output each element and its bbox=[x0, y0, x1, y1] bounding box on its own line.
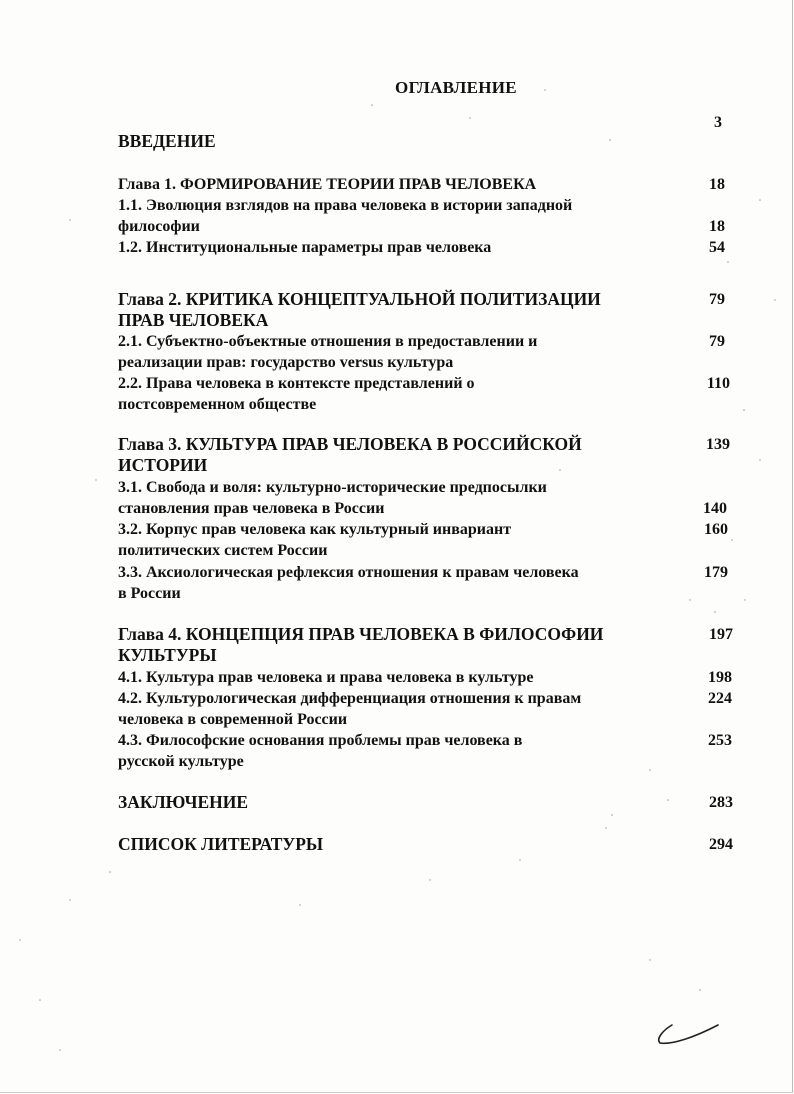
toc-section-1-1: 1.1. Эволюция взглядов на права человека в истории западной bbox=[118, 197, 573, 214]
toc-section-2-2: 2.2. Права человека в контексте представлений о bbox=[118, 375, 475, 392]
toc-section-3-1: 3.1. Свобода и воля: культурно-исторические предпосылки bbox=[118, 479, 547, 496]
toc-entry-conclusion: ЗАКЛЮЧЕНИЕ bbox=[118, 792, 249, 812]
toc-section-4-2-cont: человека в современной России bbox=[118, 711, 348, 728]
toc-section-4-3: 4.3. Философские основания проблемы прав человека в bbox=[118, 732, 523, 749]
toc-section-2-1: 2.1. Субъектно-объектные отношения в предоставлении и bbox=[118, 333, 538, 350]
toc-page-number: 3 bbox=[714, 114, 722, 131]
toc-section-3-2-cont: политических систем России bbox=[118, 542, 328, 559]
toc-page-number: 179 bbox=[704, 564, 728, 581]
toc-chapter-4-title: Глава 4. КОНЦЕПЦИЯ ПРАВ ЧЕЛОВЕКА В ФИЛОСОФИИ bbox=[118, 624, 604, 644]
toc-section-3-3-cont: в России bbox=[118, 585, 181, 602]
toc-page-number: 79 bbox=[709, 291, 725, 308]
page-title: ОГЛАВЛЕНИЕ bbox=[395, 78, 517, 97]
toc-section-3-1-cont: становления прав человека в России bbox=[118, 500, 385, 517]
toc-entry-references: СПИСОК ЛИТЕРАТУРЫ bbox=[118, 834, 324, 854]
toc-page-number: 198 bbox=[708, 669, 732, 686]
toc-page-number: 79 bbox=[709, 333, 725, 350]
toc-chapter-3-title-cont: ИСТОРИИ bbox=[118, 455, 208, 475]
toc-page-number: 160 bbox=[704, 521, 728, 538]
toc-page-number: 140 bbox=[703, 500, 727, 517]
toc-page-number: 54 bbox=[709, 239, 725, 256]
toc-page-number: 283 bbox=[709, 794, 733, 811]
toc-section-4-3-cont: русской культуре bbox=[118, 753, 244, 770]
toc-page-number: 110 bbox=[706, 375, 730, 392]
toc-chapter-2-title: Глава 2. КРИТИКА КОНЦЕПТУАЛЬНОЙ ПОЛИТИЗАЦИИ bbox=[118, 289, 601, 309]
toc-chapter-1-title: Глава 1. ФОРМИРОВАНИЕ ТЕОРИИ ПРАВ ЧЕЛОВЕКА bbox=[118, 176, 537, 193]
toc-section-3-3: 3.3. Аксиологическая рефлексия отношения к правам человека bbox=[118, 564, 579, 581]
toc-section-3-2: 3.2. Корпус прав человека как культурный инвариант bbox=[118, 521, 512, 538]
toc-chapter-2-title-cont: ПРАВ ЧЕЛОВЕКА bbox=[118, 310, 269, 330]
toc-section-1-2: 1.2. Институциональные параметры прав человека bbox=[118, 239, 492, 256]
toc-chapter-3-title: Глава 3. КУЛЬТУРА ПРАВ ЧЕЛОВЕКА В РОССИЙСКОЙ bbox=[118, 434, 582, 454]
toc-page-number: 139 bbox=[706, 436, 730, 453]
toc-page-number: 18 bbox=[709, 176, 725, 193]
toc-entry-intro: ВВЕДЕНИЕ bbox=[118, 131, 216, 151]
toc-page-number: 224 bbox=[708, 690, 732, 707]
toc-section-2-2-cont: постсовременном обществе bbox=[118, 396, 317, 413]
toc-page-number: 294 bbox=[709, 836, 733, 853]
toc-section-4-1: 4.1. Культура прав человека и права человека в культуре bbox=[118, 669, 534, 686]
toc-page-number: 18 bbox=[709, 218, 725, 235]
handwritten-mark-icon bbox=[650, 1015, 725, 1055]
toc-section-4-2: 4.2. Культурологическая дифференциация отношения к правам bbox=[118, 690, 582, 707]
toc-section-1-1-cont: философии bbox=[118, 218, 200, 235]
toc-page-number: 253 bbox=[708, 732, 732, 749]
toc-page-number: 197 bbox=[709, 626, 733, 643]
toc-chapter-4-title-cont: КУЛЬТУРЫ bbox=[118, 645, 217, 665]
toc-section-2-1-cont: реализации прав: государство versus культура bbox=[118, 354, 454, 371]
